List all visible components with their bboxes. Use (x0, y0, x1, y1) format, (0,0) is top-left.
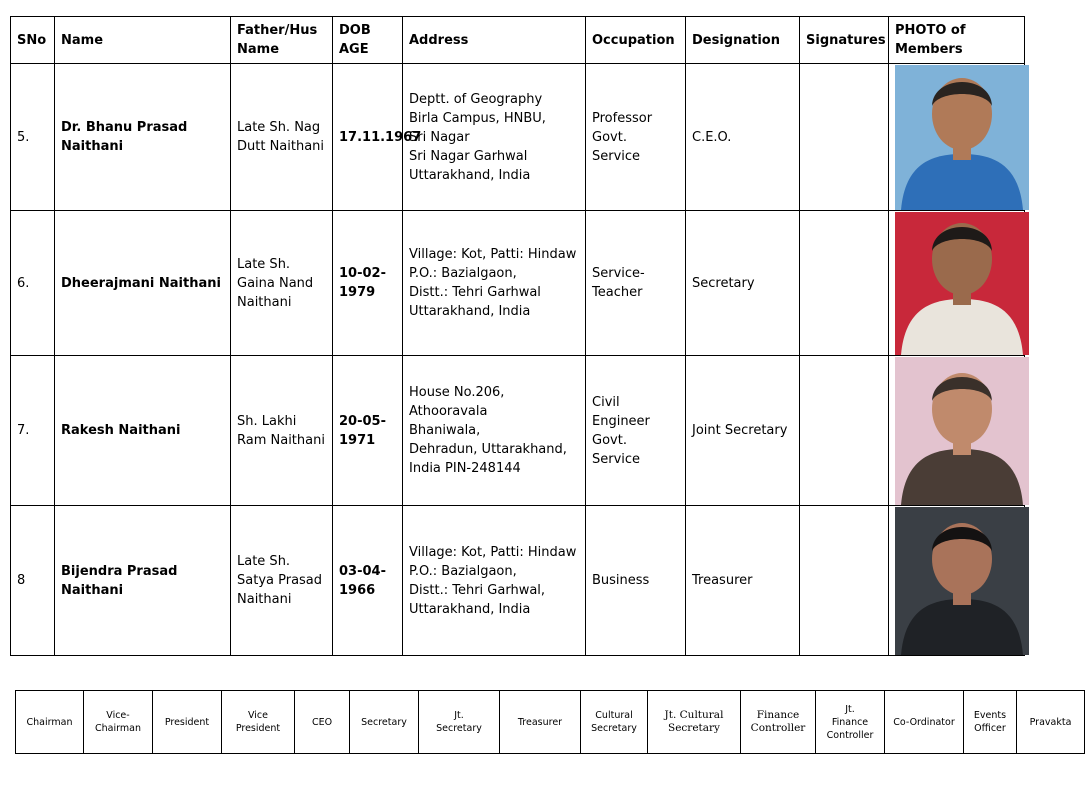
signature-cell (800, 64, 889, 211)
dob-value: 10-02-1979 (333, 211, 403, 356)
office-cell (16, 691, 84, 754)
father-line: Dutt Naithani (237, 139, 325, 154)
office-cell (419, 691, 500, 754)
signature-cell (800, 211, 889, 356)
member-rows (11, 64, 1025, 656)
member-row (11, 506, 1025, 656)
signature-cell (800, 356, 889, 506)
dob-value: 03-04-1966 (333, 506, 403, 656)
header-father (231, 17, 333, 64)
sno-cell: 7. (11, 356, 55, 506)
person-photo-icon (895, 65, 1029, 210)
photo-cell (889, 64, 1025, 211)
father-line: Satya Prasad (237, 573, 323, 588)
sno-cell: 5. (11, 64, 55, 211)
occupation-line: Civil Engineer (592, 394, 650, 429)
office-label-line: Secretary (361, 716, 407, 728)
address-line: Distt.: Tehri Garhwal, (409, 582, 546, 598)
father-line: Naithani (237, 294, 292, 310)
header-father-line1: Father/Hus (237, 23, 318, 38)
father-line: Gaina Nand (237, 275, 314, 291)
person-photo-icon (895, 212, 1029, 355)
office-label-line: Officer (974, 723, 1006, 734)
photo-cell (889, 356, 1025, 506)
address-cell (403, 506, 586, 656)
address-line: Birla Campus, HNBU, (409, 110, 546, 126)
father-line: Late Sh. (237, 554, 291, 569)
office-label-line: CEO (311, 716, 333, 728)
person-photo-icon (895, 507, 1029, 655)
header-designation: Designation (686, 17, 800, 64)
address-line: P.O.: Bazialgaon, (409, 563, 517, 579)
father-name (231, 506, 333, 656)
header-name: Name (55, 17, 231, 64)
office-cell (964, 691, 1017, 754)
address-cell (403, 211, 586, 356)
occupation-cell (586, 211, 686, 356)
occupation-cell (586, 64, 686, 211)
member-row (11, 64, 1025, 211)
address-line: Sri Nagar (409, 129, 470, 145)
office-cell (816, 691, 885, 754)
occupation-line: Govt. (592, 129, 627, 145)
designation-cell: Joint Secretary (686, 356, 800, 506)
office-label-line: Finance (831, 716, 869, 728)
office-row (16, 691, 1085, 754)
office-label-line: Co-Ordinator (893, 716, 955, 728)
office-label-line: Jt. (845, 703, 855, 715)
dob-value: 20-05-1971 (333, 356, 403, 506)
member-photo (895, 65, 1029, 210)
header-photo-line1: PHOTO of (895, 23, 966, 38)
address-line: India PIN-248144 (409, 461, 521, 476)
member-name: Bijendra Prasad Naithani (55, 506, 231, 656)
father-line: Late Sh. Nag (237, 120, 321, 135)
designation-cell: Treasurer (686, 506, 800, 656)
members-table (10, 16, 1025, 656)
member-name: Rakesh Naithani (55, 356, 231, 506)
father-line: Sh. Lakhi (237, 413, 297, 429)
designation-cell: C.E.O. (686, 64, 800, 211)
member-row (11, 356, 1025, 506)
header-photo-line2: Members (895, 42, 963, 57)
office-label-line: Jt. Cultural (664, 709, 724, 721)
occupation-line: Professor (592, 110, 653, 126)
office-label-line: Chairman (26, 716, 73, 728)
office-label-line: Secretary (436, 723, 482, 734)
office-label-line: Controller (750, 722, 806, 734)
header-address: Address (403, 17, 586, 64)
office-cell (84, 691, 153, 754)
header-photo (889, 17, 1025, 64)
address-line: Uttarakhand, India (409, 601, 531, 617)
office-label-line: Vice (248, 710, 268, 721)
member-photo (895, 357, 1029, 505)
header-dob (333, 17, 403, 64)
office-label-line: President (235, 723, 281, 734)
address-line: Dehradun, Uttarakhand, (409, 442, 567, 457)
office-cell (648, 691, 741, 754)
header-father-line2: Name (237, 42, 280, 57)
father-line: Naithani (237, 592, 292, 607)
father-line: Ram Naithani (237, 432, 325, 448)
header-dob-line2: AGE (339, 42, 369, 57)
office-label-line: President (164, 716, 210, 728)
header-sno: SNo (11, 17, 55, 64)
address-line: Village: Kot, Patti: Hindaw (409, 247, 577, 262)
occupation-line: Govt. (592, 432, 627, 448)
member-photo (895, 507, 1029, 655)
address-line: Uttarakhand, India (409, 304, 531, 319)
office-label-line: Treasurer (517, 716, 563, 728)
occupation-line: Service- (592, 266, 645, 281)
address-line: Village: Kot, Patti: Hindaw (409, 544, 577, 560)
address-line: Uttarakhand, India (409, 167, 531, 183)
occupation-cell (586, 356, 686, 506)
occupation-cell (586, 506, 686, 656)
office-cell (741, 691, 816, 754)
member-row (11, 211, 1025, 356)
father-name (231, 211, 333, 356)
photo-cell (889, 211, 1025, 356)
sno-cell: 8 (11, 506, 55, 656)
office-cell (350, 691, 419, 754)
office-cell (1017, 691, 1085, 754)
address-cell (403, 64, 586, 211)
address-line: Bhaniwala, (409, 423, 481, 438)
occupation-line: Business (592, 573, 650, 588)
office-label-line: Vice- (106, 710, 130, 721)
occupation-line: Service (592, 148, 641, 164)
office-label-line: Chairman (95, 723, 141, 734)
member-name: Dheerajmani Naithani (55, 211, 231, 356)
office-label-line: Cultural (595, 710, 633, 721)
header-row (11, 17, 1025, 64)
office-cell (153, 691, 222, 754)
office-cell (295, 691, 350, 754)
designation-cell: Secretary (686, 211, 800, 356)
office-label-line: Pravakta (1029, 716, 1072, 728)
father-name (231, 64, 333, 211)
father-name (231, 356, 333, 506)
signature-cell (800, 506, 889, 656)
office-label-line: Secretary (668, 722, 720, 734)
member-photo (895, 212, 1029, 355)
office-cell (222, 691, 295, 754)
office-cell (885, 691, 964, 754)
member-name: Dr. Bhanu Prasad Naithani (55, 64, 231, 211)
address-line: Athooravala (409, 404, 488, 419)
sno-cell: 6. (11, 211, 55, 356)
address-line: P.O.: Bazialgaon, (409, 266, 517, 281)
photo-cell (889, 506, 1025, 656)
address-line: Distt.: Tehri Garhwal (409, 285, 541, 300)
office-label-line: Finance (756, 709, 800, 721)
address-line: Deptt. of Geography (409, 91, 543, 107)
address-cell (403, 356, 586, 506)
header-occupation: Occupation (586, 17, 686, 64)
header-dob-line1: DOB (339, 23, 371, 38)
dob-value: 17.11.1967 (333, 64, 403, 211)
address-line: House No.206, (409, 385, 505, 400)
occupation-line: Service (592, 451, 641, 467)
occupation-line: Teacher (592, 285, 643, 300)
office-label-line: Events (973, 710, 1007, 721)
father-line: Late Sh. (237, 256, 291, 272)
person-photo-icon (895, 357, 1029, 505)
office-label-line: Secretary (591, 723, 637, 734)
offices-table (15, 690, 1085, 754)
office-cell (500, 691, 581, 754)
office-label-line: Jt. (454, 710, 464, 721)
header-signatures: Signatures (800, 17, 889, 64)
office-cell (581, 691, 648, 754)
address-line: Sri Nagar Garhwal (409, 148, 528, 164)
office-label-line: Controller (826, 729, 874, 741)
